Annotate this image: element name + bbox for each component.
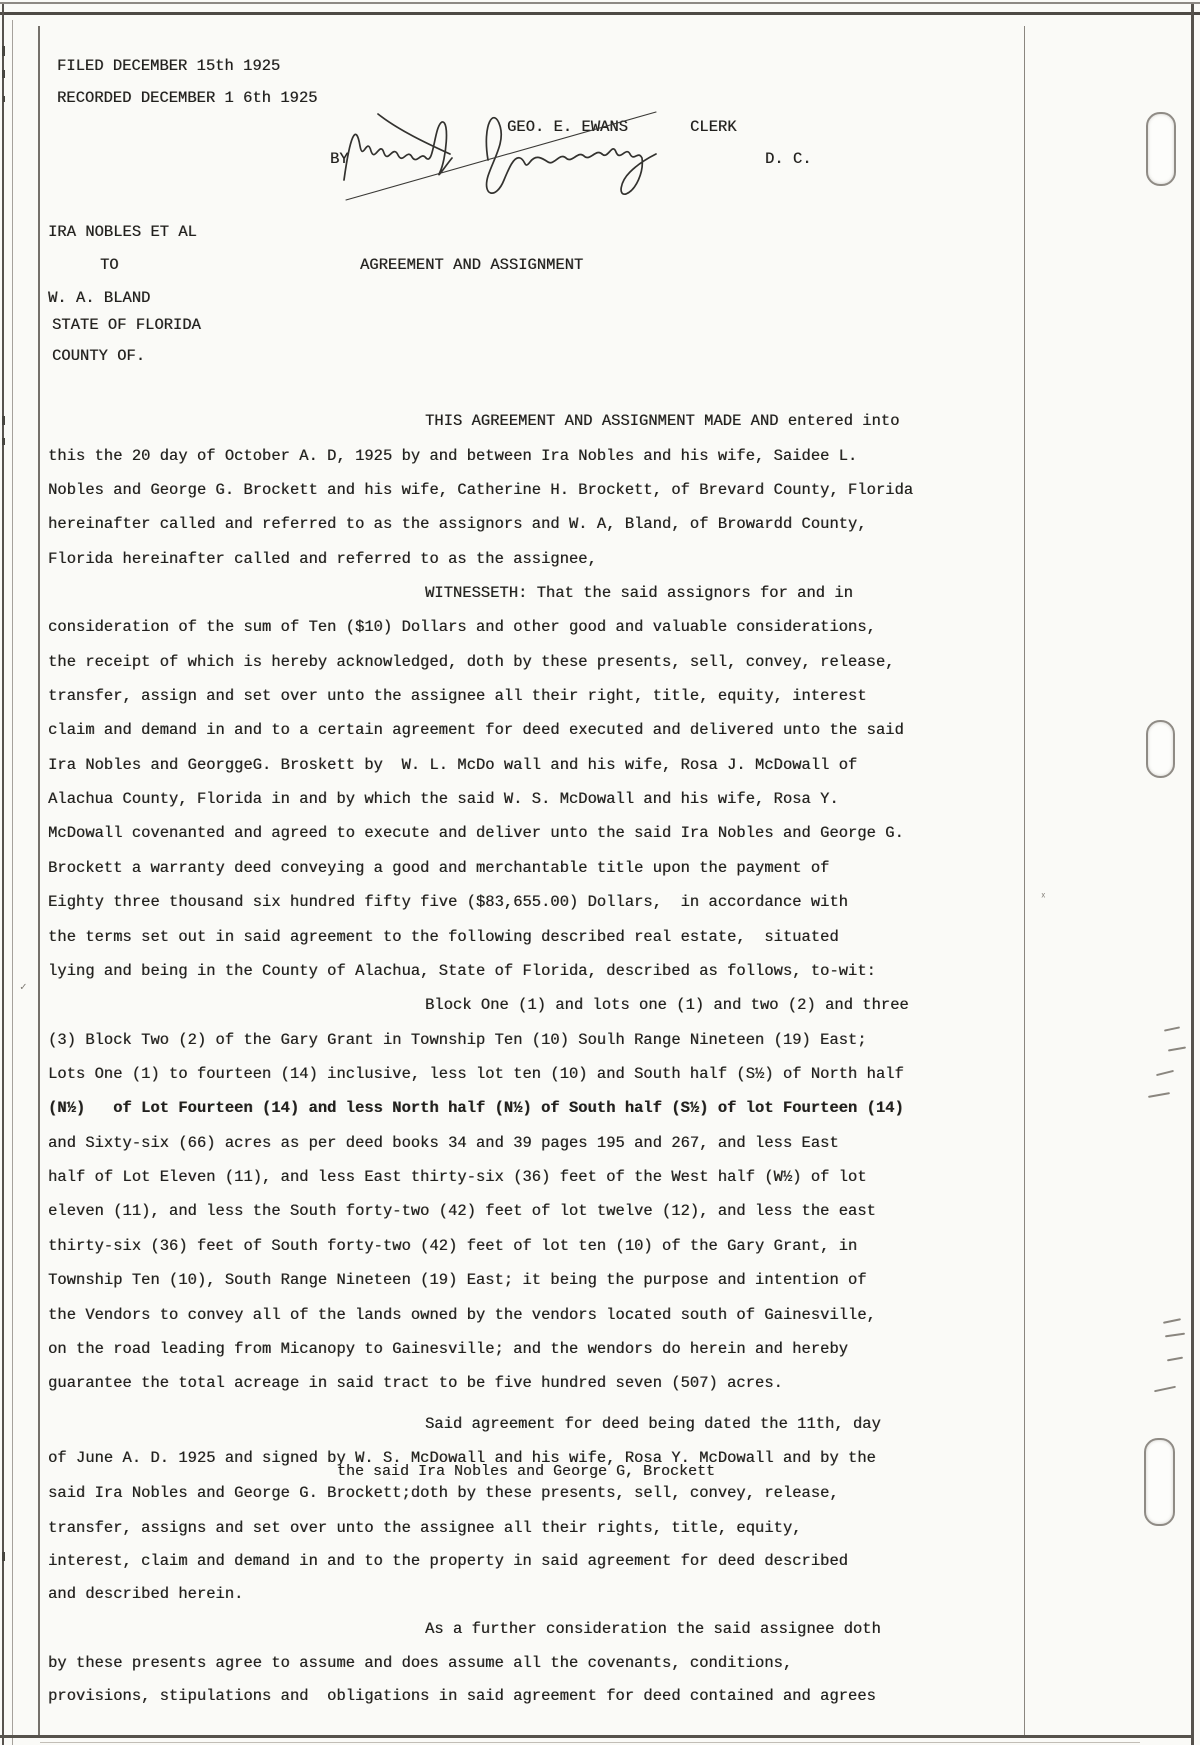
body-line: interest, claim and demand in and to the property in said agreement for deed described (48, 1552, 848, 1570)
body-line: Nobles and George G. Brockett and his wife, Catherine H. Brockett, of Brevard County, Florida (48, 481, 914, 499)
left-border-line (12, 20, 13, 1745)
document-title: AGREEMENT AND ASSIGNMENT (360, 256, 584, 274)
scan-scratch (1164, 1026, 1180, 1031)
interlined-insertion: the said Ira Nobles and George G, Brockett (337, 1463, 716, 1480)
body-line: consideration of the sum of Ten ($10) Dollars and other good and valuable considerations, (48, 618, 876, 636)
body-line: Eighty three thousand six hundred fifty five ($83,655.00) Dollars, in accordance with (48, 893, 848, 911)
scan-scratch (1148, 1092, 1170, 1098)
hole-punch (1146, 112, 1176, 186)
scan-speck (3, 96, 5, 102)
body-line: guarantee the total acreage in said tract to be five hundred seven (507) acres. (48, 1374, 783, 1392)
scan-speck (2, 416, 5, 425)
scan-scratch (1168, 1046, 1186, 1051)
handwritten-signature (338, 96, 668, 206)
by-label: BY (330, 150, 349, 168)
body-line: by these presents agree to assume and does assume all the covenants, conditions, (48, 1654, 793, 1672)
body-line: eleven (11), and less the South forty-two (42) feet of lot twelve (12), and less the east (48, 1202, 876, 1220)
scan-speck (2, 1552, 5, 1561)
body-line: Alachua County, Florida in and by which the said W. S. McDowall and his wife, Rosa Y. (48, 790, 839, 808)
body-line: transfer, assign and set over unto the assignee all their right, title, equity, interest (48, 687, 867, 705)
body-line: and Sixty-six (66) acres as per deed books 34 and 39 pages 195 and 267, and less East (48, 1134, 839, 1152)
clerk-name: GEO. E. EWANS (507, 118, 628, 136)
scan-scratch (1154, 1386, 1176, 1393)
bottom-border-line (40, 1742, 1140, 1743)
margin-check-mark: ✓ (20, 982, 27, 994)
body-line: Florida hereinafter called and referred to as the assignee, (48, 550, 597, 568)
body-line: and described herein. (48, 1585, 244, 1603)
body-line: provisions, stipulations and obligations in said agreement for deed contained and agrees (48, 1687, 876, 1705)
scan-scratch (1163, 1318, 1181, 1324)
scan-speck (2, 70, 5, 78)
to-label: TO (100, 256, 119, 274)
body-line: Township Ten (10), South Range Nineteen (19) East; it being the purpose and intention of (48, 1271, 867, 1289)
bottom-border-line (0, 1735, 1194, 1738)
body-line: hereinafter called and referred to as the assignors and W. A, Bland, of Browardd County, (48, 515, 867, 533)
body-line: Said agreement for deed being dated the 11th, day (425, 1415, 881, 1433)
body-line: this the 20 day of October A. D, 1925 by and between Ira Nobles and his wife, Saidee L. (48, 447, 858, 465)
top-border-line (0, 12, 1200, 15)
deputy-clerk-initials: D. C. (765, 150, 812, 168)
scan-scratch (1165, 1333, 1185, 1338)
body-line: of June A. D. 1925 and signed by W. S. McDowall and his wife, Rosa Y. McDowall and by the (48, 1449, 876, 1467)
body-line: McDowall covenanted and agreed to execute and deliver unto the said Ira Nobles and George G. (48, 824, 904, 842)
body-line: claim and demand in and to a certain agreement for deed executed and delivered unto the said (48, 721, 904, 739)
body-line: Lots One (1) to fourteen (14) inclusive, less lot ten (10) and South half (S½) of North half (48, 1065, 904, 1083)
right-border-line (1191, 4, 1194, 1745)
party-second-line: W. A. BLAND (48, 289, 151, 307)
recorded-date-line: RECORDED DECEMBER 1 6th 1925 (57, 89, 318, 107)
top-border-line (0, 2, 1200, 4)
party-first-line: IRA NOBLES ET AL (48, 223, 197, 241)
state-line: STATE OF FLORIDA (52, 316, 201, 334)
hole-punch (1144, 1438, 1175, 1526)
body-line: the Vendors to convey all of the lands owned by the vendors located south of Gainesville, (48, 1306, 876, 1324)
body-line: Ira Nobles and GeorggeG. Broskett by W. L. McDo wall and his wife, Rosa J. McDowall of (48, 756, 858, 774)
scan-speck (2, 46, 5, 56)
body-line: Block One (1) and lots one (1) and two (2) and three (425, 996, 909, 1014)
body-line: WITNESSETH: That the said assignors for and in (425, 584, 853, 602)
body-line: (N½) of Lot Fourteen (14) and less North half (N½) of South half (S½) of lot Fourteen (14) (48, 1099, 904, 1117)
scan-speck (2, 438, 5, 445)
page-left-edge-line (38, 26, 40, 1738)
body-line: Brockett a warranty deed conveying a good and merchantable title upon the payment of (48, 859, 830, 877)
body-line: thirty-six (36) feet of South forty-two (42) feet of lot ten (10) of the Gary Grant, in (48, 1237, 858, 1255)
clerk-title: CLERK (690, 118, 737, 136)
body-line: the terms set out in said agreement to the following described real estate, situated (48, 928, 839, 946)
body-line: the receipt of which is hereby acknowledged, doth by these presents, sell, convey, release, (48, 653, 895, 671)
scan-scratch (1156, 1070, 1174, 1076)
body-line: (3) Block Two (2) of the Gary Grant in Township Ten (10) Soulh Range Nineteen (19) East; (48, 1031, 867, 1049)
scan-scratch (1167, 1357, 1183, 1362)
hole-punch (1146, 720, 1175, 778)
left-border-line (2, 4, 4, 1745)
body-line: transfer, assigns and set over unto the assignee all their rights, title, equity, (48, 1519, 802, 1537)
margin-mark: ˣ (1040, 892, 1047, 904)
body-line: THIS AGREEMENT AND ASSIGNMENT MADE AND entered into (425, 412, 900, 430)
body-line: lying and being in the County of Alachua, State of Florida, described as follows, to-wit: (48, 962, 876, 980)
body-line: half of Lot Eleven (11), and less East thirty-six (36) feet of the West half (W½) of lot (48, 1168, 867, 1186)
page-right-edge-line (1024, 26, 1025, 1738)
filed-date-line: FILED DECEMBER 15th 1925 (57, 57, 281, 75)
county-line: COUNTY OF. (52, 347, 146, 365)
body-line: As a further consideration the said assignee doth (425, 1620, 881, 1638)
body-line: said Ira Nobles and George G. Brockett;doth by these presents, sell, convey, release, (48, 1484, 839, 1502)
body-line: on the road leading from Micanopy to Gainesville; and the wendors do herein and hereby (48, 1340, 848, 1358)
